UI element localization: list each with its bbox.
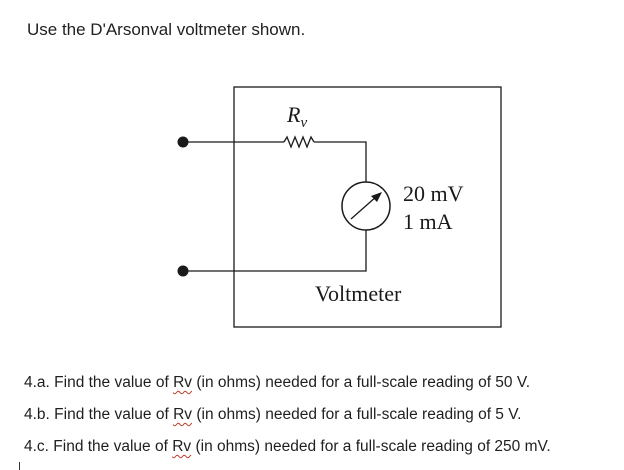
wire-meter-to-bottom <box>183 230 366 271</box>
meter-rating-voltage: 20 mV <box>403 181 464 206</box>
wire-resistor-to-meter <box>314 142 366 182</box>
question-item: 4.c. Find the value of Rv (in ohms) needed for a full-scale reading of 250 mV. <box>24 438 551 455</box>
spellcheck-word[interactable]: Rv <box>173 406 193 423</box>
spellcheck-word[interactable]: Rv <box>172 438 192 455</box>
question-item: 4.a. Find the value of Rv (in ohms) needed for a full-scale reading of 50 V. <box>24 374 531 391</box>
question-item: 4.b. Find the value of Rv (in ohms) needed for a full-scale reading of 5 V. <box>24 406 522 423</box>
spellcheck-word[interactable]: Rv <box>173 374 193 391</box>
arrow-meter-icon <box>351 192 382 219</box>
terminal-bottom <box>178 266 189 277</box>
resistor-label: $R_v$ <box>287 102 308 131</box>
intro-text: Use the D'Arsonval voltmeter shown. <box>27 20 306 39</box>
resistor-rv-symbol <box>284 137 314 147</box>
text-cursor <box>19 462 20 470</box>
voltmeter-label: Voltmeter <box>315 281 402 306</box>
question-list <box>24 367 551 463</box>
meter-rating-current: 1 mA <box>403 209 453 234</box>
